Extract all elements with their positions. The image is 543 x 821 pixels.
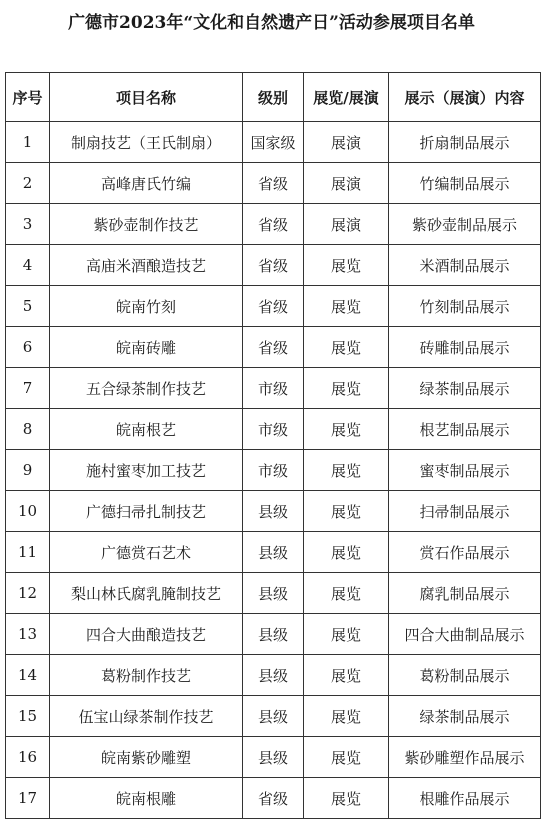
cell-project-name: 葛粉制作技艺 (50, 655, 243, 696)
cell-level: 省级 (243, 163, 304, 204)
table-row (6, 737, 541, 778)
table-row (6, 286, 541, 327)
table-row (6, 409, 541, 450)
project-table (5, 72, 541, 819)
cell-no: 9 (6, 450, 50, 491)
cell-level: 县级 (243, 532, 304, 573)
cell-content: 砖雕制品展示 (389, 327, 541, 368)
cell-project-name: 施村蜜枣加工技艺 (50, 450, 243, 491)
page-title: 广德市2023年“文化和自然遗产日”活动参展项目名单 (68, 13, 475, 33)
table-row (6, 327, 541, 368)
cell-mode: 展览 (304, 327, 389, 368)
cell-no: 12 (6, 573, 50, 614)
cell-mode: 展览 (304, 245, 389, 286)
cell-project-name: 皖南砖雕 (50, 327, 243, 368)
cell-level: 省级 (243, 778, 304, 819)
cell-no: 7 (6, 368, 50, 409)
cell-mode: 展演 (304, 204, 389, 245)
cell-level: 市级 (243, 409, 304, 450)
cell-level: 县级 (243, 696, 304, 737)
cell-content: 腐乳制品展示 (389, 573, 541, 614)
cell-mode: 展览 (304, 778, 389, 819)
cell-no: 11 (6, 532, 50, 573)
cell-project-name: 高峰唐氏竹编 (50, 163, 243, 204)
table-row (6, 204, 541, 245)
cell-mode: 展览 (304, 286, 389, 327)
cell-level: 县级 (243, 655, 304, 696)
table-header-row (6, 73, 541, 122)
cell-project-name: 皖南紫砂雕塑 (50, 737, 243, 778)
cell-project-name: 四合大曲酿造技艺 (50, 614, 243, 655)
cell-mode: 展演 (304, 122, 389, 163)
cell-content: 扫帚制品展示 (389, 491, 541, 532)
cell-project-name: 制扇技艺（王氏制扇） (50, 122, 243, 163)
cell-content: 蜜枣制品展示 (389, 450, 541, 491)
cell-content: 葛粉制品展示 (389, 655, 541, 696)
cell-content: 米酒制品展示 (389, 245, 541, 286)
cell-no: 5 (6, 286, 50, 327)
table-row (6, 696, 541, 737)
header-mode: 展览/展演 (304, 73, 389, 122)
table-row (6, 245, 541, 286)
table-row (6, 450, 541, 491)
cell-no: 10 (6, 491, 50, 532)
cell-project-name: 五合绿茶制作技艺 (50, 368, 243, 409)
cell-level: 省级 (243, 204, 304, 245)
cell-project-name: 紫砂壶制作技艺 (50, 204, 243, 245)
cell-content: 紫砂壶制品展示 (389, 204, 541, 245)
table-row (6, 778, 541, 819)
cell-content: 竹刻制品展示 (389, 286, 541, 327)
table-row (6, 163, 541, 204)
cell-no: 3 (6, 204, 50, 245)
cell-mode: 展览 (304, 655, 389, 696)
cell-project-name: 广德扫帚扎制技艺 (50, 491, 243, 532)
cell-mode: 展览 (304, 614, 389, 655)
header-level: 级别 (243, 73, 304, 122)
cell-content: 折扇制品展示 (389, 122, 541, 163)
cell-content: 紫砂雕塑作品展示 (389, 737, 541, 778)
cell-level: 省级 (243, 327, 304, 368)
cell-project-name: 梨山林氏腐乳腌制技艺 (50, 573, 243, 614)
cell-level: 市级 (243, 450, 304, 491)
cell-no: 17 (6, 778, 50, 819)
table-row (6, 655, 541, 696)
table-row (6, 573, 541, 614)
header-no: 序号 (6, 73, 50, 122)
cell-project-name: 皖南根雕 (50, 778, 243, 819)
cell-mode: 展览 (304, 450, 389, 491)
cell-mode: 展览 (304, 368, 389, 409)
cell-level: 市级 (243, 368, 304, 409)
cell-mode: 展览 (304, 696, 389, 737)
cell-no: 8 (6, 409, 50, 450)
cell-content: 根雕作品展示 (389, 778, 541, 819)
cell-project-name: 高庙米酒酿造技艺 (50, 245, 243, 286)
cell-content: 绿茶制品展示 (389, 368, 541, 409)
table-row (6, 491, 541, 532)
cell-level: 县级 (243, 614, 304, 655)
cell-no: 14 (6, 655, 50, 696)
cell-level: 县级 (243, 573, 304, 614)
table-row (6, 368, 541, 409)
cell-no: 13 (6, 614, 50, 655)
cell-no: 2 (6, 163, 50, 204)
cell-project-name: 皖南竹刻 (50, 286, 243, 327)
cell-content: 赏石作品展示 (389, 532, 541, 573)
cell-no: 1 (6, 122, 50, 163)
cell-mode: 展演 (304, 163, 389, 204)
cell-content: 四合大曲制品展示 (389, 614, 541, 655)
table-body (6, 122, 541, 819)
cell-level: 国家级 (243, 122, 304, 163)
cell-no: 4 (6, 245, 50, 286)
cell-level: 省级 (243, 286, 304, 327)
cell-mode: 展览 (304, 532, 389, 573)
cell-no: 16 (6, 737, 50, 778)
cell-content: 绿茶制品展示 (389, 696, 541, 737)
cell-project-name: 皖南根艺 (50, 409, 243, 450)
cell-mode: 展览 (304, 737, 389, 778)
cell-content: 竹编制品展示 (389, 163, 541, 204)
table-row (6, 532, 541, 573)
cell-level: 省级 (243, 245, 304, 286)
header-name: 项目名称 (50, 73, 243, 122)
header-content: 展示（展演）内容 (389, 73, 541, 122)
cell-no: 15 (6, 696, 50, 737)
cell-no: 6 (6, 327, 50, 368)
table-row (6, 122, 541, 163)
cell-mode: 展览 (304, 491, 389, 532)
cell-level: 县级 (243, 737, 304, 778)
table-row (6, 614, 541, 655)
cell-mode: 展览 (304, 573, 389, 614)
cell-mode: 展览 (304, 409, 389, 450)
cell-project-name: 伍宝山绿茶制作技艺 (50, 696, 243, 737)
cell-content: 根艺制品展示 (389, 409, 541, 450)
cell-level: 县级 (243, 491, 304, 532)
cell-project-name: 广德赏石艺术 (50, 532, 243, 573)
